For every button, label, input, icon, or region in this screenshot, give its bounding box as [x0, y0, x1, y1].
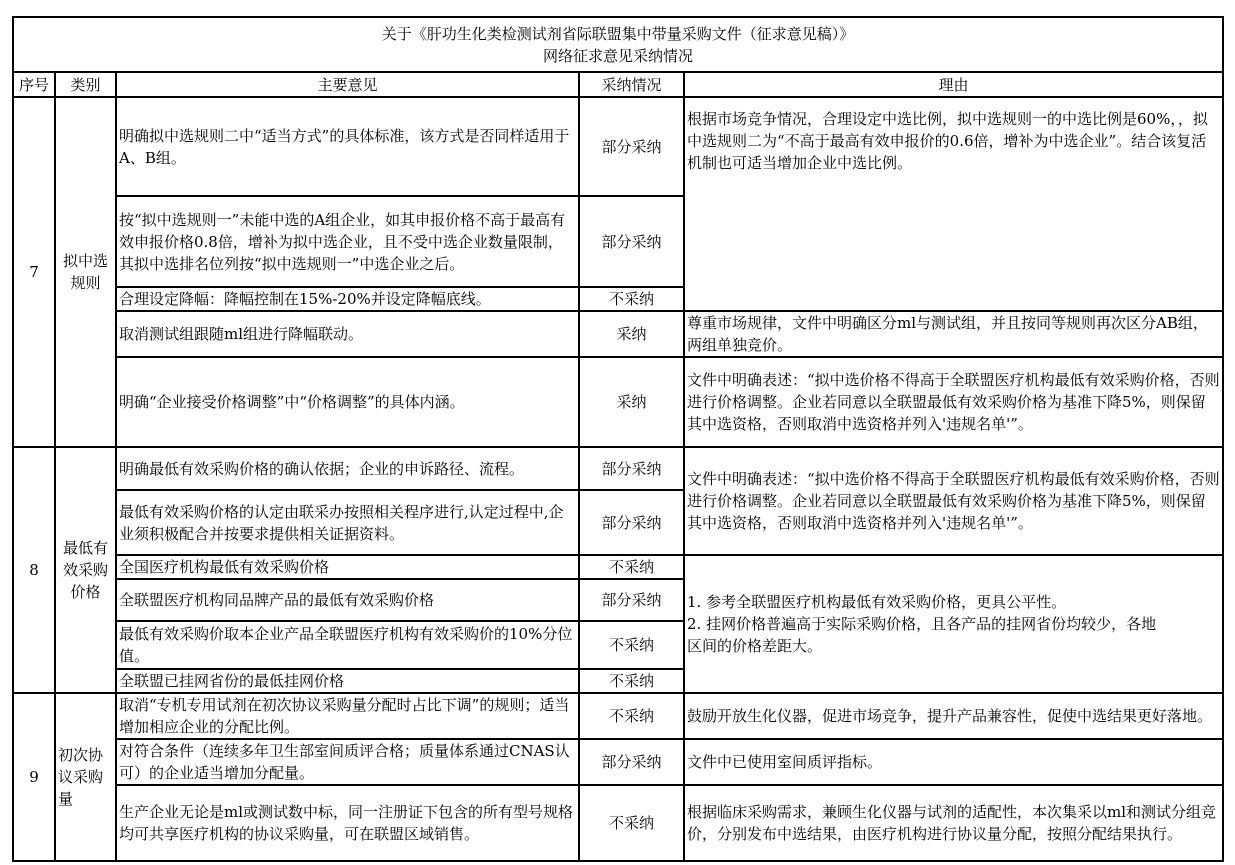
opinion-cell: 合理设定降幅：降幅控制在15%-20%并设定降幅底线。 — [116, 287, 579, 311]
reason-cell: 尊重市场规律，文件中明确区分ml与测试组，并且按同等规则再次区分AB组，两组单独竞价。 — [684, 311, 1223, 357]
adoption-cell: 部分采纳 — [579, 196, 684, 287]
title-line-2: 网络征求意见采纳情况 — [542, 46, 693, 65]
opinion-cell: 全联盟已挂网省份的最低挂网价格 — [116, 669, 579, 693]
table-row — [13, 693, 1223, 739]
opinion-cell: 明确“企业接受价格调整”中“价格调整”的具体内涵。 — [116, 357, 579, 447]
adoption-cell: 部分采纳 — [579, 97, 684, 196]
adoption-cell: 不采纳 — [579, 785, 684, 861]
header-adoption: 采纳情况 — [579, 72, 684, 97]
table-row — [13, 739, 1223, 785]
opinion-cell: 明确拟中选规则二中“适当方式”的具体标准，该方式是否同样适用于A、B组。 — [116, 97, 579, 196]
opinion-cell: 最低有效采购价取本企业产品全联盟医疗机构有效采购价的10%分位值。 — [116, 621, 579, 669]
reason-cell: 根据市场竞争情况，合理设定中选比例，拟中选规则一的中选比例是60%，，拟中选规则二为“不高于最高有效申报价的0.6倍，增补为中选企业”。结合该复活机制也可适当增加企业中选比例。 — [684, 97, 1223, 311]
row-category: 拟中选规则 — [55, 97, 116, 447]
opinion-cell: 全国医疗机构最低有效采购价格 — [116, 555, 579, 579]
reason-point-2: 2. 挂网价格普遍高于实际采购价格，且各产品的挂网省份均较少，各地区间的价格差距大。 — [687, 615, 1157, 655]
adoption-cell: 部分采纳 — [579, 490, 684, 555]
title-row — [13, 17, 1223, 72]
table-row — [13, 311, 1223, 357]
opinion-cell: 最低有效采购价格的认定由联采办按照相关程序进行,认定过程中,企业须积极配合并按要求提供相关证据资料。 — [116, 490, 579, 555]
adoption-cell: 不采纳 — [579, 693, 684, 739]
opinion-cell: 取消测试组跟随ml组进行降幅联动。 — [116, 311, 579, 357]
reason-cell: 文件中明确表述：“拟中选价格不得高于全联盟医疗机构最低有效采购价格，否则进行价格调整。企业若同意以全联盟最低有效采购价格为基准下降5%，则保留其中选资格，否则取消中选资格并列入'违规名单'”。 — [684, 447, 1223, 555]
reason-cell: 文件中明确表述：“拟中选价格不得高于全联盟医疗机构最低有效采购价格，否则进行价格调整。企业若同意以全联盟最低有效采购价格为基准下降5%，则保留其中选资格，否则取消中选资格并列入'违规名单'”。 — [684, 357, 1223, 447]
opinion-cell: 对符合条件（连续多年卫生部室间质评合格；质量体系通过CNAS认可）的企业适当增加分配量。 — [116, 739, 579, 785]
adoption-cell: 不采纳 — [579, 555, 684, 579]
adoption-cell: 采纳 — [579, 311, 684, 357]
opinion-cell: 明确最低有效采购价格的确认依据；企业的申诉路径、流程。 — [116, 447, 579, 490]
header-row — [13, 72, 1223, 97]
reason-point-1: 1. 参考全联盟医疗机构最低有效采购价格，更具公平性。 — [687, 593, 1067, 611]
opinion-cell: 全联盟医疗机构同品牌产品的最低有效采购价格 — [116, 579, 579, 621]
opinion-cell: 生产企业无论是ml或测试数中标，同一注册证下包含的所有型号规格均可共享医疗机构的协议采购量，可在联盟区域销售。 — [116, 785, 579, 861]
row-category: 最低有效采购价格 — [55, 447, 116, 693]
header-reason: 理由 — [684, 72, 1223, 97]
table-row — [13, 357, 1223, 447]
adoption-table — [12, 16, 1224, 862]
adoption-cell: 采纳 — [579, 357, 684, 447]
adoption-cell: 部分采纳 — [579, 579, 684, 621]
row-no: 9 — [13, 693, 55, 861]
row-no: 8 — [13, 447, 55, 693]
table-row — [13, 97, 1223, 196]
adoption-cell: 部分采纳 — [579, 739, 684, 785]
table-row — [13, 555, 1223, 579]
adoption-cell: 不采纳 — [579, 669, 684, 693]
adoption-cell: 部分采纳 — [579, 447, 684, 490]
adoption-cell: 不采纳 — [579, 287, 684, 311]
opinion-cell: 取消“专机专用试剂在初次协议采购量分配时占比下调”的规则；适当增加相应企业的分配比例。 — [116, 693, 579, 739]
document-title — [13, 17, 1223, 72]
reason-cell: 鼓励开放生化仪器，促进市场竞争，提升产品兼容性，促使中选结果更好落地。 — [684, 693, 1223, 739]
header-category: 类别 — [55, 72, 116, 97]
row-no: 7 — [13, 97, 55, 447]
table-row — [13, 785, 1223, 861]
reason-cell — [684, 555, 1223, 693]
header-no: 序号 — [13, 72, 55, 97]
title-line-1: 关于《肝功生化类检测试剂省际联盟集中带量采购文件（征求意见稿）》 — [381, 24, 855, 43]
reason-cell: 文件中已使用室间质评指标。 — [684, 739, 1223, 785]
reason-cell: 根据临床采购需求，兼顾生化仪器与试剂的适配性，本次集采以ml和测试分组竞价，分别发布中选结果，由医疗机构进行协议量分配，按照分配结果执行。 — [684, 785, 1223, 861]
opinion-cell: 按“拟中选规则一”未能中选的A组企业，如其申报价格不高于最高有效申报价格0.8倍，增补为拟中选企业，且不受中选企业数量限制，其拟中选排名位列按“拟中选规则一”中选企业之后。 — [116, 196, 579, 287]
adoption-cell: 不采纳 — [579, 621, 684, 669]
table-row — [13, 447, 1223, 490]
header-opinion: 主要意见 — [116, 72, 579, 97]
row-category: 初次协议采购量 — [55, 693, 116, 861]
